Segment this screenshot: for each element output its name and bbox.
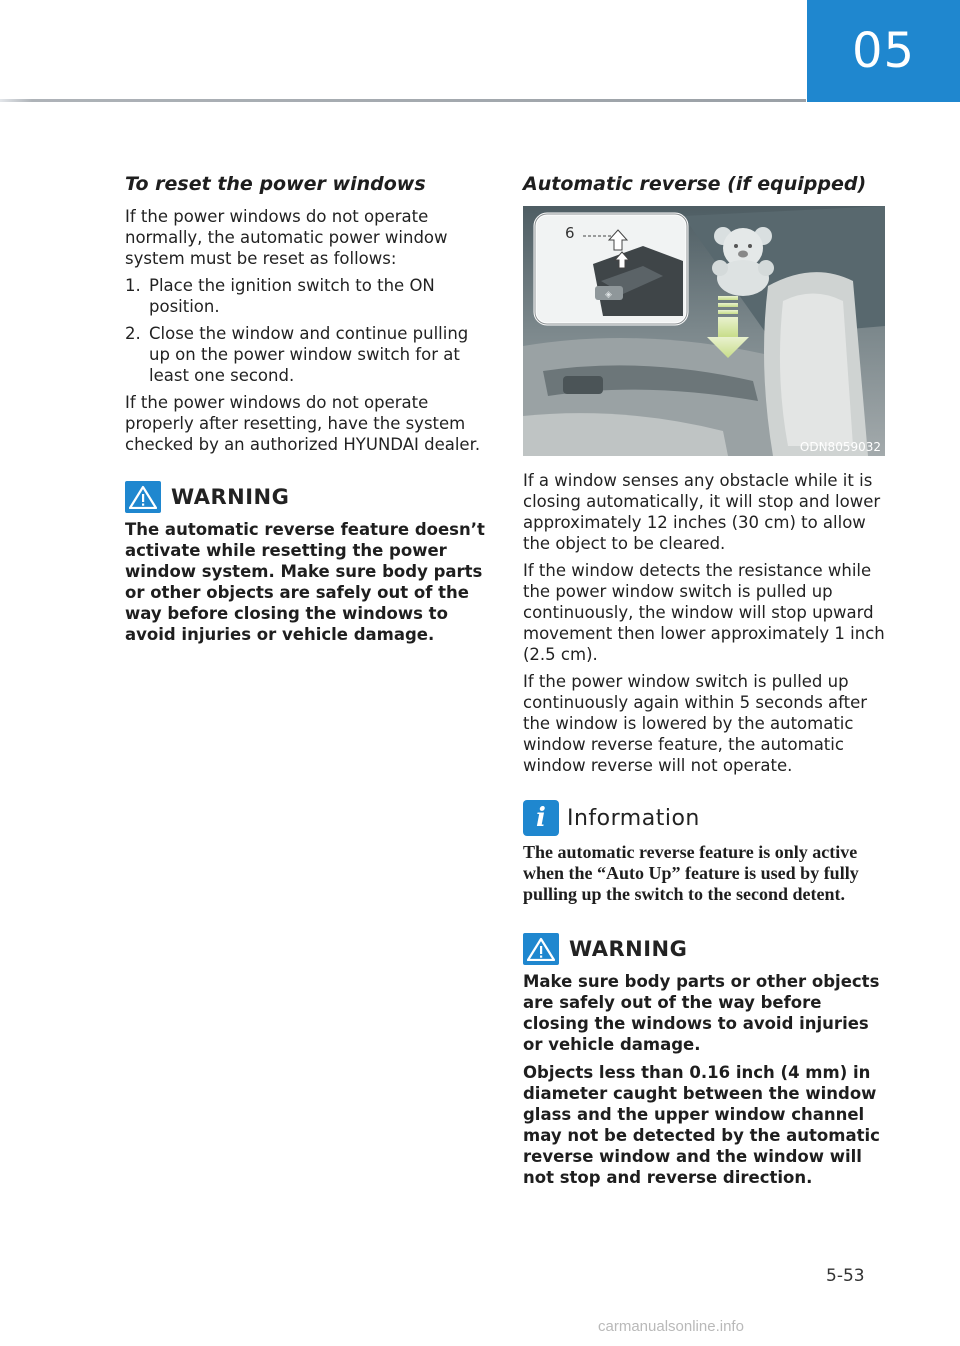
warning-text: The automatic reverse feature doesn’t activate while resetting the power window system. Make sure body parts or other objects are safely out of the way before closing the windows to avoid injuries or vehicle damage. (125, 520, 485, 644)
warning-title: WARNING (171, 485, 290, 509)
reset-after: If the power windows do not operate properly after resetting, have the system checked by an authorized HYUNDAI dealer. (125, 393, 481, 454)
warning-icon (523, 933, 559, 965)
warning-title: WARNING (569, 937, 688, 961)
warning-text: Make sure body parts or other objects are safely out of the way before closing the windows to avoid injuries or vehicle damage. (523, 972, 880, 1054)
chapter-tab (807, 0, 960, 102)
left-column (125, 170, 485, 652)
reset-steps (125, 275, 485, 386)
step-text: Place the ignition switch to the ON position. (149, 276, 435, 316)
auto-reverse-paragraph: If a window senses any obstacle while it is closing automatically, it will stop and lower approximately 12 inches (30 cm) to allow the object to be cleared. (523, 471, 881, 553)
chapter-number: 05 (851, 23, 916, 79)
header-rule (0, 99, 806, 102)
auto-reverse-paragraph: If the power window switch is pulled up continuously again within 5 seconds after the window is lowered by the automatic window reverse feature, the automatic window reverse will not operate. (523, 672, 868, 775)
auto-reverse-paragraph: If the window detects the resistance while the power window switch is pulled up continuously, the window will stop upward movement then lower approximately 1 inch (2.5 cm). (523, 561, 885, 664)
auto-reverse-title: Automatic reverse (if equipped) (523, 173, 867, 195)
right-column (523, 170, 888, 1195)
switch-inset (535, 214, 687, 324)
warning-icon (125, 481, 161, 513)
step-number: 2. (125, 324, 141, 343)
page-number: 5-53 (826, 1266, 865, 1286)
warning-heading (523, 933, 888, 965)
step-text: Close the window and continue pulling up on the power window switch for at least one second. (149, 324, 469, 385)
window-switch-illustration (523, 206, 885, 456)
warning-heading (125, 481, 485, 513)
watermark: carmanualsonline.info (598, 1318, 744, 1335)
warning-text: Objects less than 0.16 inch (4 mm) in diameter caught between the window glass and the upper window channel may not be detected by the automatic reverse window and the window will not stop and reverse direction. (523, 1063, 880, 1187)
step-number: 1. (125, 276, 141, 295)
reset-intro: If the power windows do not operate normally, the automatic power window system must be reset as follows: (125, 207, 448, 268)
information-heading (523, 800, 888, 836)
information-title: Information (567, 805, 700, 831)
teddy-bear-graphic (712, 227, 774, 296)
reset-section-title: To reset the power windows (125, 173, 426, 195)
info-icon: i (523, 800, 559, 836)
step-item (125, 323, 485, 386)
figure-callout-number: 6 (565, 224, 575, 242)
step-item (125, 275, 485, 317)
information-text: The automatic reverse feature is only active when the “Auto Up” feature is used by fully pulling up the switch to the second detent. (523, 842, 859, 904)
svg-text:◈: ◈ (605, 290, 612, 300)
figure-code: ODN8059032 (799, 440, 881, 454)
